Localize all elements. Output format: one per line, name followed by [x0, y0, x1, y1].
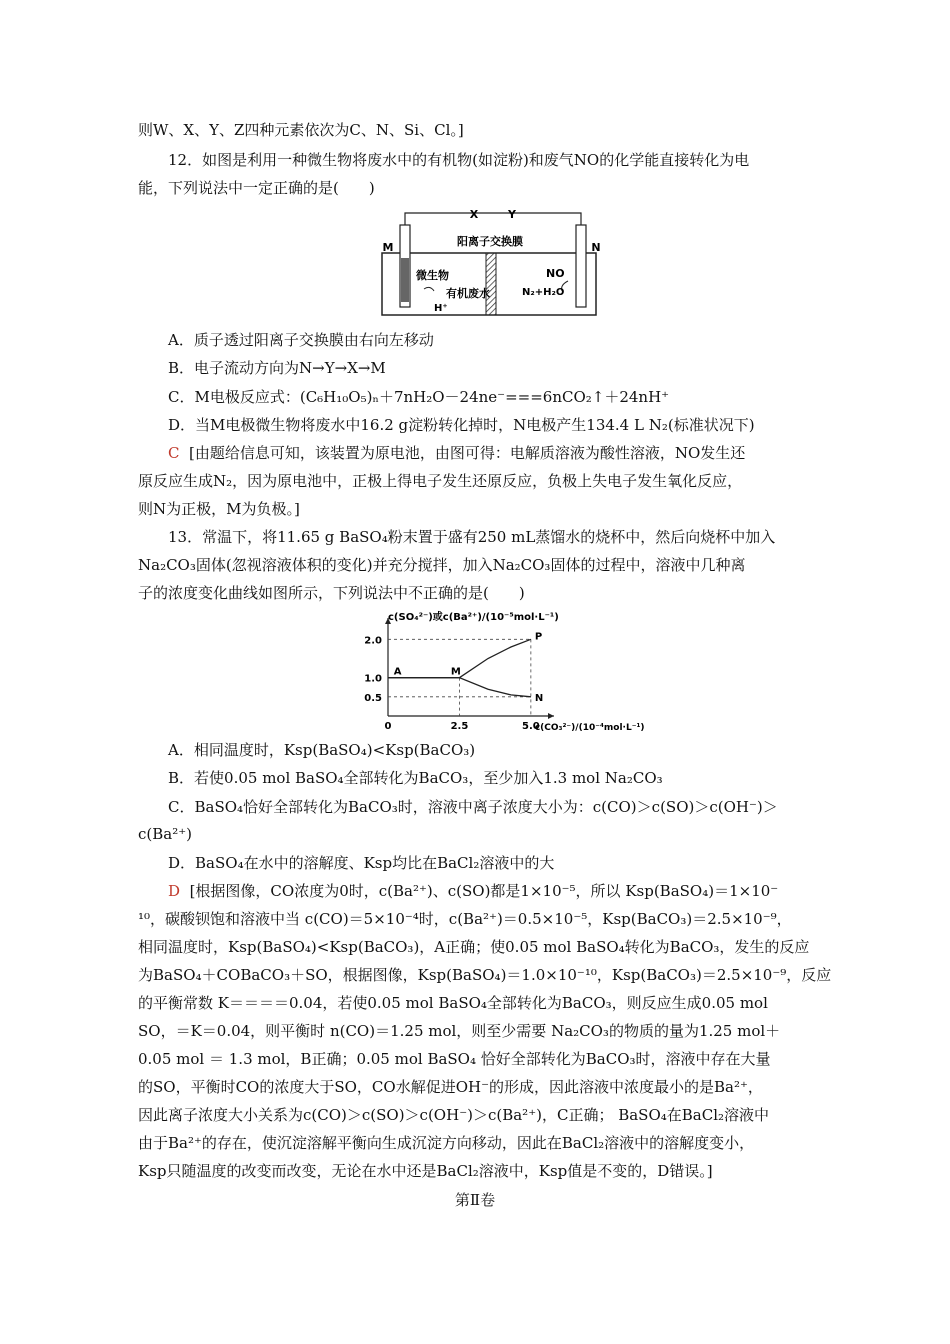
- label-h-plus: H⁺: [434, 303, 448, 314]
- q13-answer-cont: 由于Ba²⁺的存在，使沉淀溶解平衡向生成沉淀方向移动，因此在BaCl₂溶液中的溶解度变小，: [138, 1134, 755, 1152]
- electrode-n: [576, 225, 586, 307]
- q12-answer-cont: 原反应生成N₂，因为原电池中，正极上得电子发生还原反应，负极上失电子发生氧化反应，: [138, 472, 743, 490]
- question-13-stem-cont: Na₂CO₃固体(忽视溶液体积的变化)并充分搅拌，加入Na₂CO₃固体的过程中，溶液中几种离: [138, 556, 746, 574]
- q12-answer-line: [168, 443, 745, 463]
- label-x: X: [469, 208, 479, 221]
- label-m: M: [382, 241, 394, 254]
- q12-option-b: B．电子流动方向为N→Y→X→M: [168, 359, 386, 377]
- point-label: P: [534, 631, 543, 643]
- q13-option-b: B．若使0.05 mol BaSO₄全部转化为BaCO₃，至少加入1.3 mol Na₂CO₃: [168, 769, 663, 787]
- q13-answer-cont: 0.05 mol ＝ 1.3 mol，B正确；0.05 mol BaSO₄ 恰好全部转化为BaCO₃时，溶液中存在大量: [138, 1050, 771, 1068]
- label-products: N₂+H₂O: [522, 287, 565, 298]
- point-label: A: [393, 666, 402, 678]
- label-no: NO: [546, 267, 565, 280]
- label-membrane: 阳离子交换膜: [457, 235, 523, 248]
- q13-answer-cont: 的SO，平衡时CO的浓度大于SO，CO水解促进OH⁻的形成，因此溶液中浓度最小的是Ba²⁺，: [138, 1078, 763, 1096]
- x-axis-label: c(CO₃²⁻)/(10⁻⁴mol·L⁻¹): [534, 723, 645, 733]
- q12-option-a: A．质子透过阳离子交换膜由右向左移动: [168, 331, 434, 349]
- q13-answer-cont: 为BaSO₄＋COBaCO₃＋SO，根据图像，Ksp(BaSO₄)＝1.0×10⁻¹⁰，Ksp(BaCO₃)＝2.5×10⁻⁹，反应: [138, 966, 832, 984]
- q13-answer-line: [168, 881, 778, 901]
- question-12-stem-cont: 能，下列说法中一定正确的是( ): [138, 179, 375, 197]
- electrochemical-cell-diagram: [374, 203, 608, 325]
- q13-answer-cont: 相同温度时，Ksp(BaSO₄)<Ksp(BaCO₃)，A正确；使0.05 mol BaSO₄转化为BaCO₃，发生的反应: [138, 938, 810, 956]
- q12-option-d: D．当M电极微生物将废水中16.2 g淀粉转化掉时，N电极产生134.4 L N₂(标准状况下): [168, 416, 755, 434]
- point-label: N: [534, 692, 544, 704]
- q13-option-d: D．BaSO₄在水中的溶解度、Ksp均比在BaCl₂溶液中的大: [168, 854, 555, 872]
- label-organic-waste: 有机废水: [446, 287, 490, 300]
- y-tick-label: 2.0: [364, 635, 382, 647]
- x-axis-arrow: [548, 713, 554, 719]
- q13-option-c: C．BaSO₄恰好全部转化为BaCO₃时，溶液中离子浓度大小为：c(CO)＞c(SO)＞c(OH⁻)＞: [168, 798, 778, 816]
- question-13-stem-cont: 子的浓度变化曲线如图所示，下列说法中不正确的是( ): [138, 584, 525, 602]
- x-tick-label: 2.5: [450, 721, 469, 732]
- x-tick-label: 0: [384, 721, 392, 732]
- q13-answer-cont: Ksp只随温度的改变而改变，无论在水中还是BaCl₂溶液中，Ksp值是不变的，D错误。]: [138, 1162, 713, 1180]
- section-heading: 第Ⅱ卷: [454, 1191, 496, 1209]
- answer-text: [根据图像，CO浓度为0时，c(Ba²⁺)、c(SO)都是1×10⁻⁵，所以 Ksp(BaSO₄)＝1×10⁻: [189, 882, 779, 900]
- y-tick-label: 0.5: [364, 692, 382, 704]
- q13-option-c-cont: c(Ba²⁺): [138, 825, 193, 843]
- q13-answer-cont: ¹⁰，碳酸钡饱和溶液中当 c(CO)＝5×10⁻⁴时，c(Ba²⁺)＝0.5×10⁻⁵，Ksp(BaCO₃)＝2.5×10⁻⁹，: [138, 910, 792, 928]
- q12-option-c: C．M电极反应式：(C₆H₁₀O₅)ₙ＋7nH₂O－24ne⁻===6nCO₂↑＋24nH⁺: [168, 388, 670, 406]
- question-13-stem: 13．常温下，将11.65 g BaSO₄粉末置于盛有250 mL蒸馏水的烧杯中，然后向烧杯中加入: [168, 528, 776, 546]
- q13-option-a: A．相同温度时，Ksp(BaSO₄)<Ksp(BaCO₃): [168, 741, 476, 759]
- answer-letter: C: [168, 444, 180, 462]
- x-tick-label: 5.0: [521, 721, 540, 732]
- answer-text: [由题给信息可知，该装置为原电池，由图可得：电解质溶液为酸性溶液，NO发生还: [189, 444, 746, 462]
- q13-answer-cont: 因此离子浓度大小关系为c(CO)＞c(SO)＞c(OH⁻)＞c(Ba²⁺)，C正确； BaSO₄在BaCl₂溶液中: [138, 1106, 770, 1124]
- electrode-m-coating: [401, 258, 409, 302]
- q13-answer-cont: 的平衡常数 K＝＝＝＝0.04，若使0.05 mol BaSO₄全部转化为BaCO₃，则反应生成0.05 mol: [138, 994, 768, 1012]
- answer-letter: D: [168, 882, 181, 900]
- cation-exchange-membrane: [486, 253, 496, 315]
- label-microbe: 微生物: [416, 269, 449, 282]
- arrow-curve-left: [424, 287, 434, 291]
- q12-answer-cont: 则N为正极，M为负极。]: [138, 500, 300, 518]
- question-12-stem: 12．如图是利用一种微生物将废水中的有机物(如淀粉)和废气NO的化学能直接转化为电: [168, 151, 750, 169]
- label-y: Y: [508, 208, 516, 221]
- y-axis-label: c(SO₄²⁻)或c(Ba²⁺)/(10⁻⁵mol·L⁻¹): [388, 612, 559, 623]
- point-label: M: [450, 666, 461, 678]
- concentration-chart: [352, 608, 645, 733]
- external-wire: [405, 213, 581, 225]
- label-n: N: [591, 241, 601, 254]
- q13-answer-cont: SO，＝K＝0.04，则平衡时 n(CO)＝1.25 mol，则至少需要 Na₂CO₃的物质的量为1.25 mol＋: [138, 1022, 781, 1040]
- y-tick-label: 1.0: [364, 673, 382, 685]
- text-line: 则W、X、Y、Z四种元素依次为C、N、Si、Cl。]: [138, 121, 464, 139]
